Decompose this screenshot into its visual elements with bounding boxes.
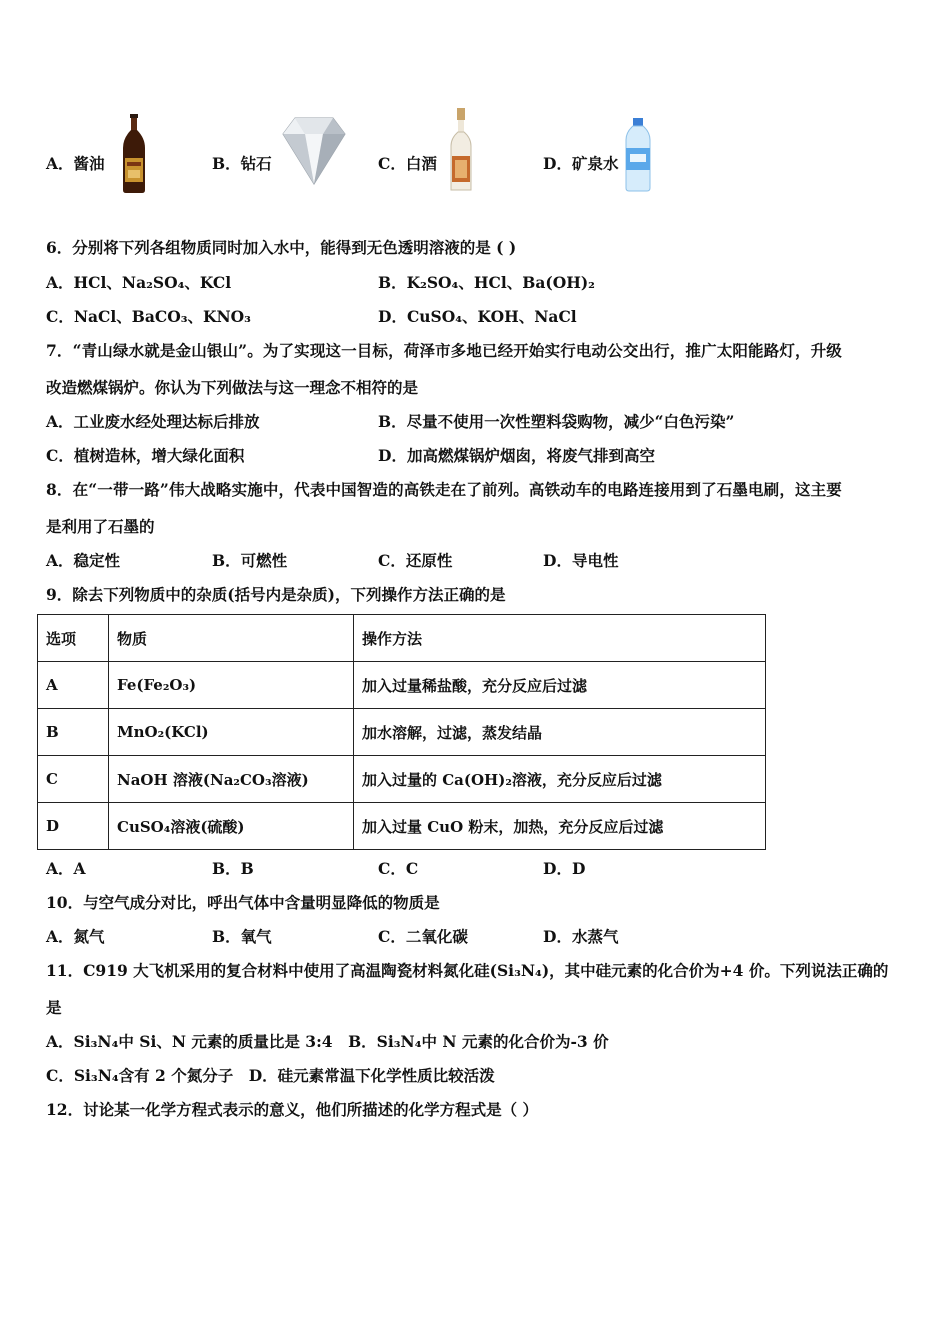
- liquor-bottle-icon: [448, 108, 474, 192]
- q10-option-a: A．氮气: [46, 927, 105, 946]
- soy-sauce-bottle-icon: [118, 114, 150, 194]
- q9-option-b: B．B: [212, 859, 254, 878]
- q10-stem: 10．与空气成分对比，呼出气体中含量明显降低的物质是: [46, 893, 440, 912]
- q5-option-b-label: B．钻石: [212, 154, 272, 173]
- q8-option-d: D．导电性: [543, 551, 619, 570]
- q6-option-a: A．HCl、Na₂SO₄、KCl: [46, 273, 232, 292]
- q7-option-c: C．植树造林，增大绿化面积: [46, 446, 245, 465]
- q10-option-b: B．氧气: [212, 927, 272, 946]
- q5-option-c-label: C．白酒: [378, 154, 437, 173]
- table-cell: B: [38, 709, 109, 756]
- table-cell: C: [38, 756, 109, 803]
- q7-option-a: A．工业废水经处理达标后排放: [46, 412, 260, 431]
- diamond-icon: [281, 114, 347, 186]
- table-cell: NaOH 溶液(Na₂CO₃溶液): [109, 756, 354, 803]
- q9-table: [37, 614, 766, 850]
- q8-option-a: A．稳定性: [46, 551, 121, 570]
- q10-option-d: D．水蒸气: [543, 927, 619, 946]
- table-cell: MnO₂(KCl): [109, 709, 354, 756]
- q6-option-b: B．K₂SO₄、HCl、Ba(OH)₂: [378, 273, 595, 292]
- table-cell: A: [38, 662, 109, 709]
- q12-stem: 12．讨论某一化学方程式表示的意义，他们所描述的化学方程式是（ ）: [46, 1100, 538, 1119]
- q6-option-d: D．CuSO₄、KOH、NaCl: [378, 307, 577, 326]
- table-row: [38, 662, 766, 709]
- table-header-cell: 物质: [109, 615, 354, 662]
- q8-option-b: B．可燃性: [212, 551, 288, 570]
- table-cell: 加入过量 CuO 粉末，加热，充分反应后过滤: [354, 803, 766, 850]
- q10-option-c: C．二氧化碳: [378, 927, 468, 946]
- q9-option-c: C．C: [378, 859, 419, 878]
- table-header-cell: 操作方法: [354, 615, 766, 662]
- table-row: [38, 803, 766, 850]
- q11-options-line2: C．Si₃N₄含有 2 个氮分子 D．硅元素常温下化学性质比较活泼: [46, 1066, 495, 1085]
- q11-stem-line1: 11．C919 大飞机采用的复合材料中使用了高温陶瓷材料氮化硅(Si₃N₄)，其中硅元素的化合价为+4 价。下列说法正确的: [46, 961, 889, 980]
- q9-option-a: A．A: [46, 859, 86, 878]
- table-cell: 加水溶解，过滤，蒸发结晶: [354, 709, 766, 756]
- table-row: [38, 756, 766, 803]
- q9-option-d: D．D: [543, 859, 586, 878]
- table-cell: Fe(Fe₂O₃): [109, 662, 354, 709]
- table-row: [38, 709, 766, 756]
- table-cell: CuSO₄溶液(硫酸): [109, 803, 354, 850]
- q7-option-d: D．加高燃煤锅炉烟囱，将废气排到高空: [378, 446, 655, 465]
- table-header-row: [38, 615, 766, 662]
- q11-stem-line2: 是: [46, 998, 62, 1017]
- q8-option-c: C．还原性: [378, 551, 453, 570]
- q7-stem-line2: 改造燃煤锅炉。你认为下列做法与这一理念不相符的是: [46, 378, 419, 397]
- q6-option-c: C．NaCl、BaCO₃、KNO₃: [46, 307, 251, 326]
- water-bottle-icon: [622, 118, 654, 192]
- table-header-cell: 选项: [38, 615, 109, 662]
- q8-stem-line1: 8．在“一带一路”伟大战略实施中，代表中国智造的高铁走在了前列。高铁动车的电路连接用到了石墨电刷，这主要: [46, 480, 842, 499]
- q5-option-a-label: A．酱油: [46, 154, 105, 173]
- table-cell: 加入过量稀盐酸，充分反应后过滤: [354, 662, 766, 709]
- q11-options-line1: A．Si₃N₄中 Si、N 元素的质量比是 3:4 B．Si₃N₄中 N 元素的化合价为-3 价: [46, 1032, 609, 1051]
- q8-stem-line2: 是利用了石墨的: [46, 517, 155, 536]
- table-cell: D: [38, 803, 109, 850]
- q7-stem-line1: 7．“青山绿水就是金山银山”。为了实现这一目标，荷泽市多地已经开始实行电动公交出行，推广太阳能路灯，升级: [46, 341, 842, 360]
- q7-option-b: B．尽量不使用一次性塑料袋购物，减少“白色污染”: [378, 412, 735, 431]
- q6-stem: 6．分别将下列各组物质同时加入水中，能得到无色透明溶液的是 ( ): [46, 238, 517, 257]
- q5-option-d-label: D．矿泉水: [543, 154, 619, 173]
- q9-stem: 9．除去下列物质中的杂质(括号内是杂质)，下列操作方法正确的是: [46, 585, 506, 604]
- table-cell: 加入过量的 Ca(OH)₂溶液，充分反应后过滤: [354, 756, 766, 803]
